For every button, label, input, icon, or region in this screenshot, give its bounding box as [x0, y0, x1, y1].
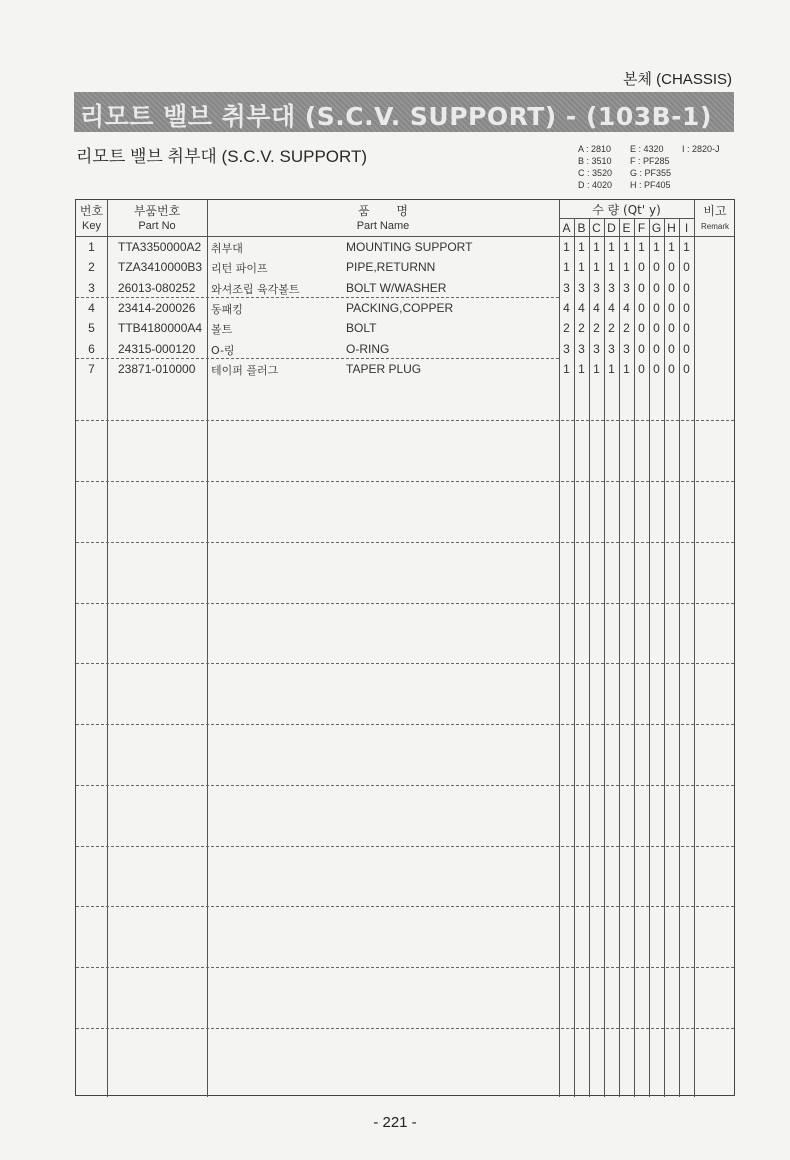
row-name-en: PIPE,RETURNN — [346, 260, 436, 275]
qty-column-f: F — [637, 221, 646, 235]
row-qty-f: 0 — [638, 321, 645, 336]
row-qty-e: 3 — [623, 280, 630, 295]
row-qty-g: 0 — [653, 280, 660, 295]
row-qty-i: 0 — [683, 260, 690, 275]
row-qty-g: 0 — [653, 260, 660, 275]
legend-item: I : 2820-J — [682, 144, 720, 154]
partno-header-en: Part No — [138, 220, 176, 232]
qty-header: 수 량 (Qt' y) — [592, 203, 661, 217]
qty-column-d: D — [607, 221, 616, 235]
row-qty-d: 1 — [608, 240, 615, 254]
qty-column-i: I — [684, 221, 689, 235]
row-name-en: MOUNTING SUPPORT — [346, 240, 473, 254]
row-separator — [76, 603, 734, 604]
qty-column-b: B — [577, 221, 586, 235]
page-subtitle: 리모트 밸브 취부대 (S.C.V. SUPPORT) — [76, 147, 368, 166]
row-qty-g: 0 — [653, 300, 660, 315]
row-key: 2 — [88, 260, 95, 275]
row-qty-c: 1 — [593, 361, 600, 376]
row-qty-d: 1 — [608, 260, 615, 275]
row-qty-h: 0 — [668, 280, 675, 295]
row-separator — [76, 481, 734, 482]
row-separator — [76, 1028, 734, 1029]
row-name-kr: O-링 — [211, 343, 235, 357]
row-qty-b: 1 — [578, 240, 585, 254]
remark-header-en: Remark — [700, 222, 729, 231]
row-qty-d: 3 — [608, 280, 615, 295]
grid-hline — [76, 236, 734, 237]
row-separator — [76, 420, 734, 421]
row-qty-f: 1 — [638, 240, 645, 254]
row-qty-e: 1 — [623, 260, 630, 275]
legend-column-2 — [630, 143, 671, 191]
row-qty-g: 0 — [653, 321, 660, 336]
row-qty-h: 0 — [668, 341, 675, 356]
qty-column-e: E — [622, 221, 631, 235]
row-name-kr: 와셔조립 육각볼트 — [211, 282, 300, 296]
row-qty-e: 1 — [623, 361, 630, 376]
partname-header-kr: 품 명 — [358, 204, 408, 218]
row-qty-f: 0 — [638, 361, 645, 376]
parts-table — [75, 199, 735, 1096]
row-name-kr: 테이퍼 플러그 — [211, 363, 279, 377]
partname-header-en: Part Name — [356, 220, 410, 232]
row-qty-c: 3 — [593, 341, 600, 356]
title-banner — [74, 92, 734, 132]
legend-item: F : PF285 — [630, 156, 670, 166]
row-qty-a: 2 — [563, 321, 570, 336]
legend-item: A : 2810 — [578, 144, 612, 154]
row-separator — [76, 785, 734, 786]
row-qty-b: 1 — [578, 361, 585, 376]
row-key: 5 — [88, 321, 95, 336]
row-key: 4 — [88, 300, 95, 315]
row-part-no: TZA3410000B3 — [118, 260, 203, 275]
remark-header-kr: 비고 — [703, 204, 727, 218]
row-key: 6 — [88, 341, 95, 356]
row-qty-c: 3 — [593, 280, 600, 295]
section-label: 본체 (CHASSIS) — [623, 71, 732, 88]
row-qty-g: 0 — [653, 361, 660, 376]
row-separator — [76, 846, 734, 847]
row-separator — [76, 724, 734, 725]
row-qty-e: 3 — [623, 341, 630, 356]
row-qty-g: 1 — [653, 240, 660, 254]
row-qty-a: 1 — [563, 260, 570, 275]
row-qty-c: 2 — [593, 321, 600, 336]
row-qty-a: 1 — [563, 240, 570, 254]
row-key: 1 — [88, 240, 95, 254]
row-qty-i: 1 — [683, 240, 690, 254]
row-qty-e: 4 — [623, 300, 630, 315]
legend-item: H : PF405 — [630, 180, 671, 190]
qty-column-a: A — [562, 221, 571, 235]
row-qty-h: 1 — [668, 240, 675, 254]
row-separator — [76, 542, 734, 543]
row-name-en: BOLT — [346, 321, 377, 336]
qty-column-h: H — [667, 221, 676, 235]
row-qty-i: 0 — [683, 321, 690, 336]
row-name-kr: 동패킹 — [211, 302, 243, 316]
row-qty-f: 0 — [638, 300, 645, 315]
qty-column-c: C — [592, 221, 601, 235]
legend-item: B : 3510 — [578, 156, 612, 166]
row-qty-e: 1 — [623, 240, 630, 254]
row-qty-g: 0 — [653, 341, 660, 356]
partno-header-kr: 부품번호 — [133, 204, 181, 218]
row-qty-b: 2 — [578, 321, 585, 336]
row-name-en: O-RING — [346, 341, 390, 356]
row-qty-b: 3 — [578, 341, 585, 356]
row-part-no: 23414-200026 — [118, 300, 196, 315]
row-qty-a: 3 — [563, 341, 570, 356]
row-qty-a: 4 — [563, 300, 570, 315]
row-qty-i: 0 — [683, 280, 690, 295]
row-qty-h: 0 — [668, 300, 675, 315]
key-header-en: Key — [82, 220, 101, 232]
row-qty-i: 0 — [683, 341, 690, 356]
legend-item: C : 3520 — [578, 168, 613, 178]
legend-column-1 — [578, 143, 612, 191]
row-separator — [76, 358, 559, 359]
row-qty-h: 0 — [668, 361, 675, 376]
grid-vline — [207, 200, 208, 1097]
row-name-en: TAPER PLUG — [346, 361, 422, 376]
row-part-no: 26013-080252 — [118, 280, 196, 295]
row-qty-h: 0 — [668, 321, 675, 336]
qty-column-g: G — [651, 221, 662, 235]
banner-title: 리모트 밸브 취부대 (S.C.V. SUPPORT) - (103B-1) — [80, 102, 712, 131]
row-qty-e: 2 — [623, 321, 630, 336]
grid-hline — [559, 218, 694, 219]
row-qty-f: 0 — [638, 280, 645, 295]
row-qty-c: 4 — [593, 300, 600, 315]
row-qty-f: 0 — [638, 341, 645, 356]
row-qty-d: 3 — [608, 341, 615, 356]
row-name-kr: 리턴 파이프 — [211, 262, 268, 276]
row-qty-a: 3 — [563, 280, 570, 295]
row-qty-f: 0 — [638, 260, 645, 275]
legend-item: G : PF355 — [630, 168, 672, 178]
row-name-en: BOLT W/WASHER — [346, 280, 447, 295]
legend-item: D : 4020 — [578, 180, 613, 190]
row-qty-h: 0 — [668, 260, 675, 275]
row-separator — [76, 906, 734, 907]
row-name-kr: 취부대 — [211, 242, 243, 255]
legend-column-3 — [682, 143, 720, 155]
row-qty-c: 1 — [593, 240, 600, 254]
row-qty-b: 3 — [578, 280, 585, 295]
row-part-no: 24315-000120 — [118, 341, 196, 356]
row-qty-c: 1 — [593, 260, 600, 275]
page-number: - 221 - — [373, 1114, 417, 1131]
row-qty-d: 4 — [608, 300, 615, 315]
row-qty-b: 4 — [578, 300, 585, 315]
row-part-no: TTB4180000A4 — [118, 321, 203, 336]
key-header-kr: 번호 — [79, 204, 104, 218]
row-name-kr: 볼트 — [211, 323, 233, 337]
row-qty-b: 1 — [578, 260, 585, 275]
row-separator — [76, 297, 559, 298]
row-key: 7 — [88, 361, 95, 376]
row-part-no: TTA3350000A2 — [118, 240, 202, 254]
row-qty-i: 0 — [683, 361, 690, 376]
row-separator — [76, 967, 734, 968]
row-separator — [76, 663, 734, 664]
grid-vline — [694, 200, 695, 1097]
grid-vline — [107, 200, 108, 1097]
legend-item: E : 4320 — [630, 144, 664, 154]
row-key: 3 — [88, 280, 95, 295]
row-name-en: PACKING,COPPER — [346, 300, 454, 315]
row-qty-d: 1 — [608, 361, 615, 376]
row-qty-i: 0 — [683, 300, 690, 315]
row-qty-d: 2 — [608, 321, 615, 336]
row-qty-a: 1 — [563, 361, 570, 376]
row-part-no: 23871-010000 — [118, 361, 196, 376]
